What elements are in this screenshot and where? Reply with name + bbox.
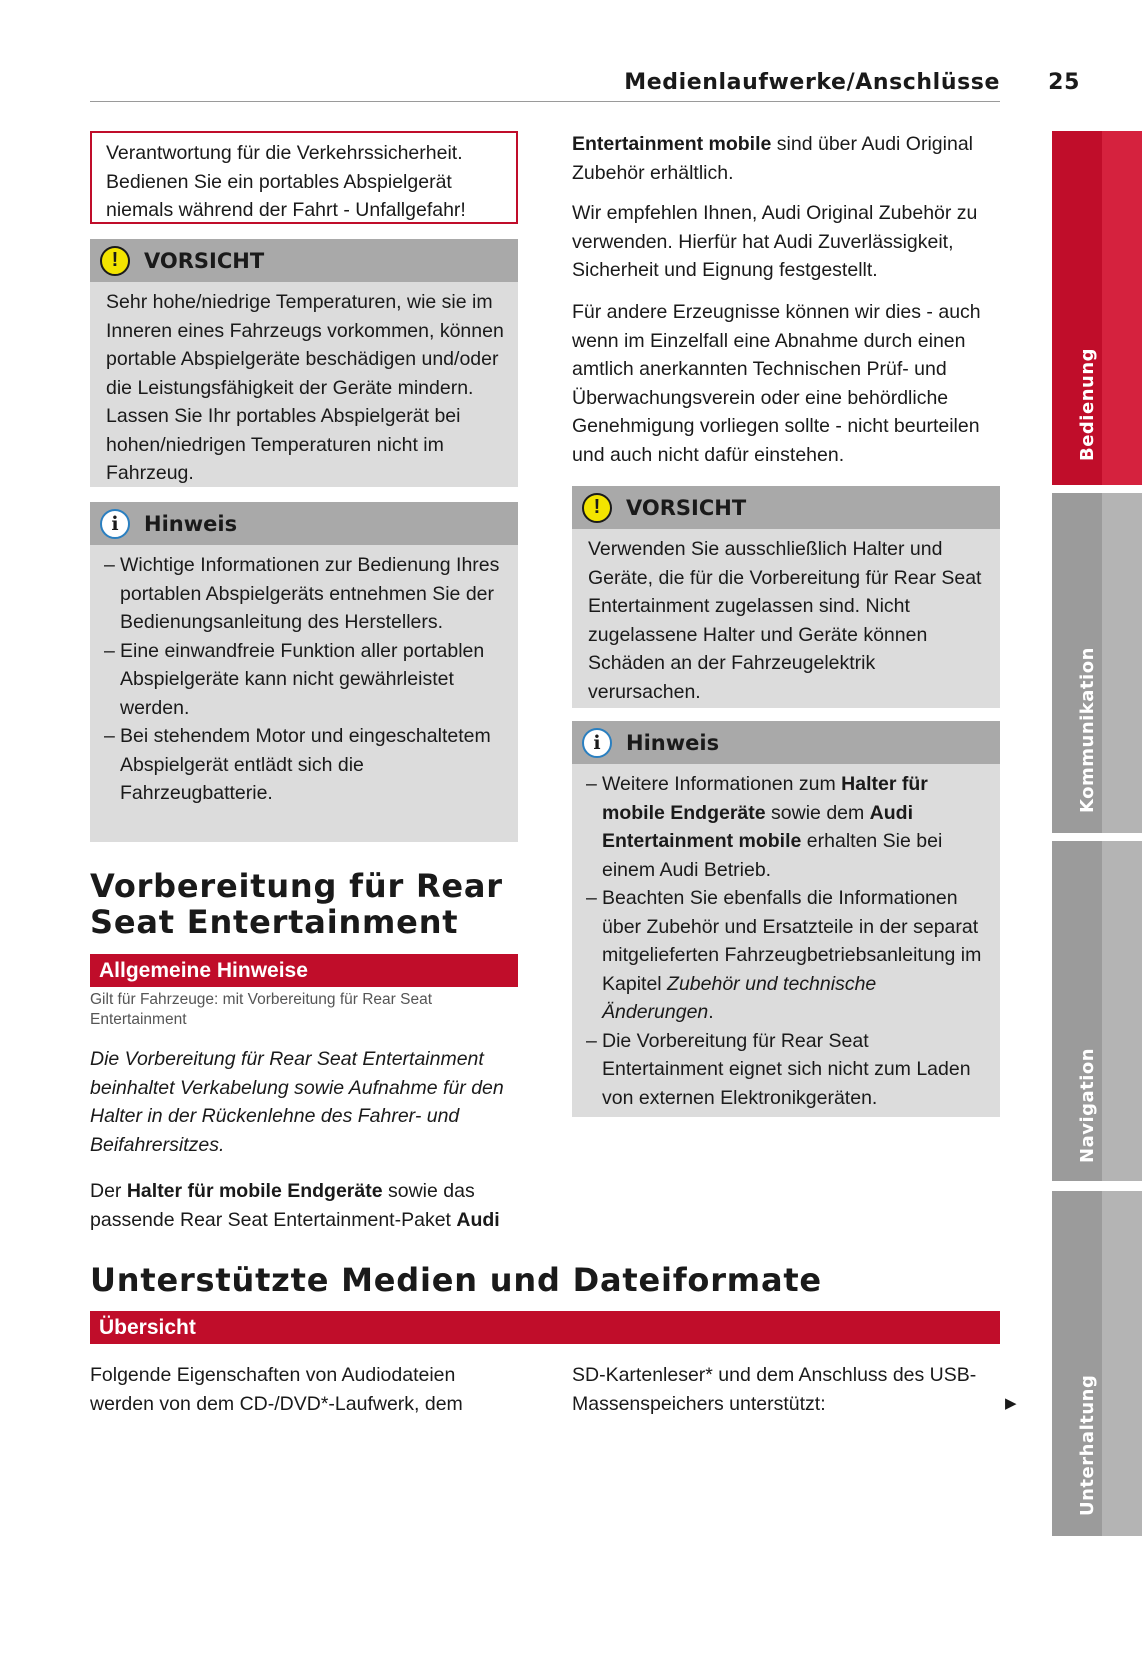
list-item: – Eine einwandfreie Funktion aller portablen Abspielgeräte kann nicht gewährleistet werden. — [104, 637, 504, 723]
list-item: – Beachten Sie ebenfalls die Informationen über Zubehör und Ersatzteile in der separat mitgelieferten Fahrzeugbetriebsanleitung im Kapitel Zubehör und technische Änderungen. — [586, 884, 986, 1027]
list-item: – Wichtige Informationen zur Bedienung Ihres portablen Abspielgeräts entnehmen Sie der Bedienungsanleitung des Herstellers. — [104, 551, 504, 637]
section-heading-media — [90, 1262, 1000, 1298]
header-rule — [90, 101, 1000, 102]
continue-arrow-icon: ▶ — [1005, 1395, 1017, 1412]
caution-text: Verwenden Sie ausschließlich Halter und Geräte, die für die Vorbereitung für Rear Seat Entertainment zugelassen sind. Nicht zugelassene Halter und Geräte können Schäden an der Fahrzeugelektrik verursachen. — [588, 538, 982, 703]
running-header-title: Medienlaufwerke/Anschlüsse — [624, 70, 1000, 95]
right-paragraph-2 — [572, 199, 1008, 285]
caution-label: VORSICHT — [144, 248, 265, 273]
right-paragraph-3 — [572, 298, 1008, 469]
side-tab-label: Navigation — [1077, 1047, 1098, 1163]
side-tab-label: Bedienung — [1077, 347, 1098, 461]
subsection-bar-allgemeine-hinweise: Allgemeine Hinweise — [90, 954, 518, 987]
side-tab-kommunikation[interactable] — [1052, 493, 1142, 833]
side-tab-unterhaltung[interactable] — [1052, 1191, 1142, 1536]
bottom-left-paragraph — [90, 1361, 510, 1418]
note-label: Hinweis — [626, 730, 720, 755]
warning-exclamation-icon: ! — [100, 246, 130, 276]
caution-header — [572, 486, 1000, 529]
info-icon: i — [100, 509, 130, 539]
caution-text: Sehr hohe/niedrige Temperaturen, wie sie im Inneren eines Fahrzeugs vorkommen, können portable Abspielgeräte beschädigen und/oder die Leistungsfähigkeit der Geräte mindern. Lassen Sie Ihr portables Abspielgerät bei hohen/niedrigen Temperaturen nicht im Fahrzeug. — [106, 291, 504, 484]
subsection-bar-uebersicht: Übersicht — [90, 1311, 1000, 1344]
note-box-1 — [90, 502, 518, 842]
paragraph-text: Wir empfehlen Ihnen, Audi Original Zubehör zu verwenden. Hierfür hat Audi Zuverlässigkeit, Sicherheit und Eignung festgestellt. — [572, 202, 978, 281]
paragraph-text: SD-Kartenleser* und dem Anschluss des USB-Massenspeichers unterstützt: — [572, 1364, 977, 1415]
bold-term: Halter für mobile Endgeräte — [126, 1180, 383, 1202]
warning-exclamation-icon: ! — [582, 493, 612, 523]
intro-paragraph — [90, 1045, 530, 1159]
section-title: Unterstützte Medien und Dateiformate — [90, 1261, 822, 1299]
caution-header — [90, 239, 518, 282]
bold-term: Entertainment mobile — [572, 133, 772, 155]
side-tab-label: Unterhaltung — [1077, 1374, 1098, 1516]
bottom-right-paragraph — [572, 1361, 1002, 1418]
list-item: – Die Vorbereitung für Rear Seat Entertainment eignet sich nicht zum Laden von externen Elektronikgeräten. — [586, 1027, 986, 1113]
page-number: 25 — [1048, 70, 1080, 95]
side-tab-navigation[interactable] — [1052, 841, 1142, 1181]
applies-to-note: Gilt für Fahrzeuge: mit Vorbereitung für Rear Seat Entertainment — [90, 991, 433, 1028]
info-icon: i — [582, 728, 612, 758]
note-box-2 — [572, 721, 1000, 1117]
note-header — [90, 502, 518, 545]
paragraph-text: Folgende Eigenschaften von Audiodateien werden von dem CD-/DVD*-Laufwerk, dem — [90, 1364, 463, 1415]
warning-text: Verantwortung für die Verkehrssicherheit. Bedienen Sie ein portables Abspielgerät niemals während der Fahrt - Unfallgefahr! — [106, 142, 466, 221]
note-list — [586, 770, 986, 1112]
bold-term: Audi — [456, 1208, 500, 1231]
text-run: sowie das passende Rear Seat Entertainment-Paket — [90, 1180, 475, 1231]
paragraph-text: Für andere Erzeugnisse können wir dies - auch wenn im Einzelfall eine Abnahme durch einen amtlich anerkannten Technischen Prüf- und Überwachungsverein oder eine behördliche Genehmigung vorliegen sollte - nicht beurteilen und auch nicht dafür einstehen. — [572, 301, 981, 466]
list-item: – Bei stehendem Motor und eingeschaltetem Abspielgerät entlädt sich die Fahrzeugbatterie. — [104, 722, 504, 808]
text-run: Der — [90, 1180, 127, 1202]
warning-continuation-box — [90, 131, 518, 224]
note-list — [104, 551, 504, 808]
caution-box-1 — [90, 239, 518, 487]
text-run: sind über Audi Original Zubehör erhältlich. — [572, 133, 973, 184]
right-paragraph-1 — [572, 130, 1008, 187]
side-tab-bedienung[interactable] — [1052, 131, 1142, 485]
note-header — [572, 721, 1000, 764]
section-title: Vorbereitung für Rear Seat Entertainment — [90, 867, 503, 941]
side-tab-label: Kommunikation — [1077, 647, 1098, 813]
note-label: Hinweis — [144, 511, 238, 536]
intro-text: Die Vorbereitung für Rear Seat Entertainment beinhaltet Verkabelung sowie Aufnahme für den Halter in der Rückenlehne des Fahrer- und Beifahrersitzes. — [90, 1048, 504, 1156]
list-item: – Weitere Informationen zum Halter für mobile Endgeräte sowie dem Audi Entertainment mobile erhalten Sie bei einem Audi Betrieb. — [586, 770, 986, 884]
section-heading-rear-seat — [90, 868, 520, 940]
caution-box-2 — [572, 486, 1000, 708]
holder-paragraph — [90, 1177, 530, 1234]
caution-label: VORSICHT — [626, 495, 747, 520]
